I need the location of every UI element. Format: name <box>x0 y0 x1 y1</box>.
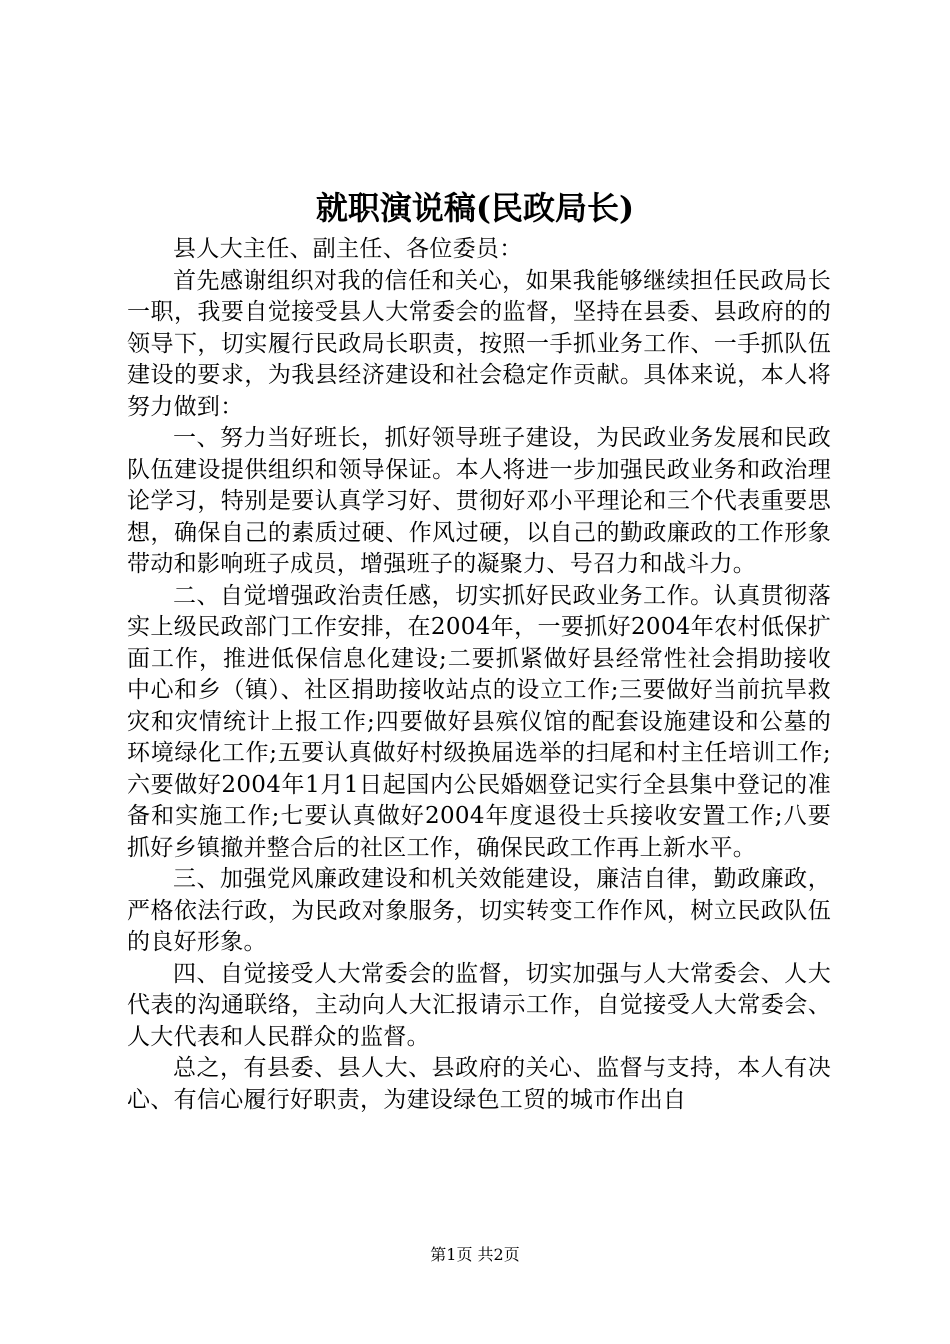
paragraph-point-two: 二、自觉增强政治责任感，切实抓好民政业务工作。认真贯彻落实上级民政部门工作安排，在2004年，一要抓好2004年农村低保扩面工作，推进低保信息化建设;二要抓紧做好县经常性社会捐助接收中心和乡（镇）、社区捐助接收站点的设立工作;三要做好当前抗旱救灾和灾情统计上报工作;四要做好县殡仪馆的配套设施建设和公墓的环境绿化工作;五要认真做好村级换届选举的扫尾和村主任培训工作;六要做好2004年1月1日起国内公民婚姻登记实行全县集中登记的准备和实施工作;七要认真做好2004年度退役士兵接收安置工作;八要抓好乡镇撤并整合后的社区工作，确保民政工作再上新水平。 <box>127 582 831 861</box>
document-body <box>127 234 831 1116</box>
paragraph-point-one: 一、努力当好班长，抓好领导班子建设，为民政业务发展和民政队伍建设提供组织和领导保证。本人将进一步加强民政业务和政治理论学习，特别是要认真学习好、贯彻好邓小平理论和三个代表重要思想，确保自己的素质过硬、作风过硬，以自己的勤政廉政的工作形象带动和影响班子成员，增强班子的凝聚力、号召力和战斗力。 <box>127 425 831 577</box>
document-title: 就职演说稿(民政局长) <box>315 189 635 227</box>
paragraph-conclusion: 总之，有县委、县人大、县政府的关心、监督与支持，本人有决心、有信心履行好职责，为建设绿色工贸的城市作出自 <box>127 1055 831 1113</box>
paragraph-intro: 首先感谢组织对我的信任和关心，如果我能够继续担任民政局长一职，我要自觉接受县人大常委会的监督，坚持在县委、县政府的的领导下，切实履行民政局长职责，按照一手抓业务工作、一手抓队伍建设的要求，为我县经济建设和社会稳定作贡献。具体来说，本人将努力做到： <box>127 267 831 420</box>
salutation: 县人大主任、副主任、各位委员： <box>173 236 523 262</box>
paragraph-point-three: 三、加强党风廉政建设和机关效能建设，廉洁自律，勤政廉政，严格依法行政，为民政对象服务，切实转变工作作风，树立民政队伍的良好形象。 <box>127 866 831 955</box>
page-number-footer: 第1页 共2页 <box>430 1245 520 1264</box>
paragraph-point-four: 四、自觉接受人大常委会的监督，切实加强与人大常委会、人大代表的沟通联络，主动向人大汇报请示工作，自觉接受人大常委会、人大代表和人民群众的监督。 <box>127 960 831 1050</box>
